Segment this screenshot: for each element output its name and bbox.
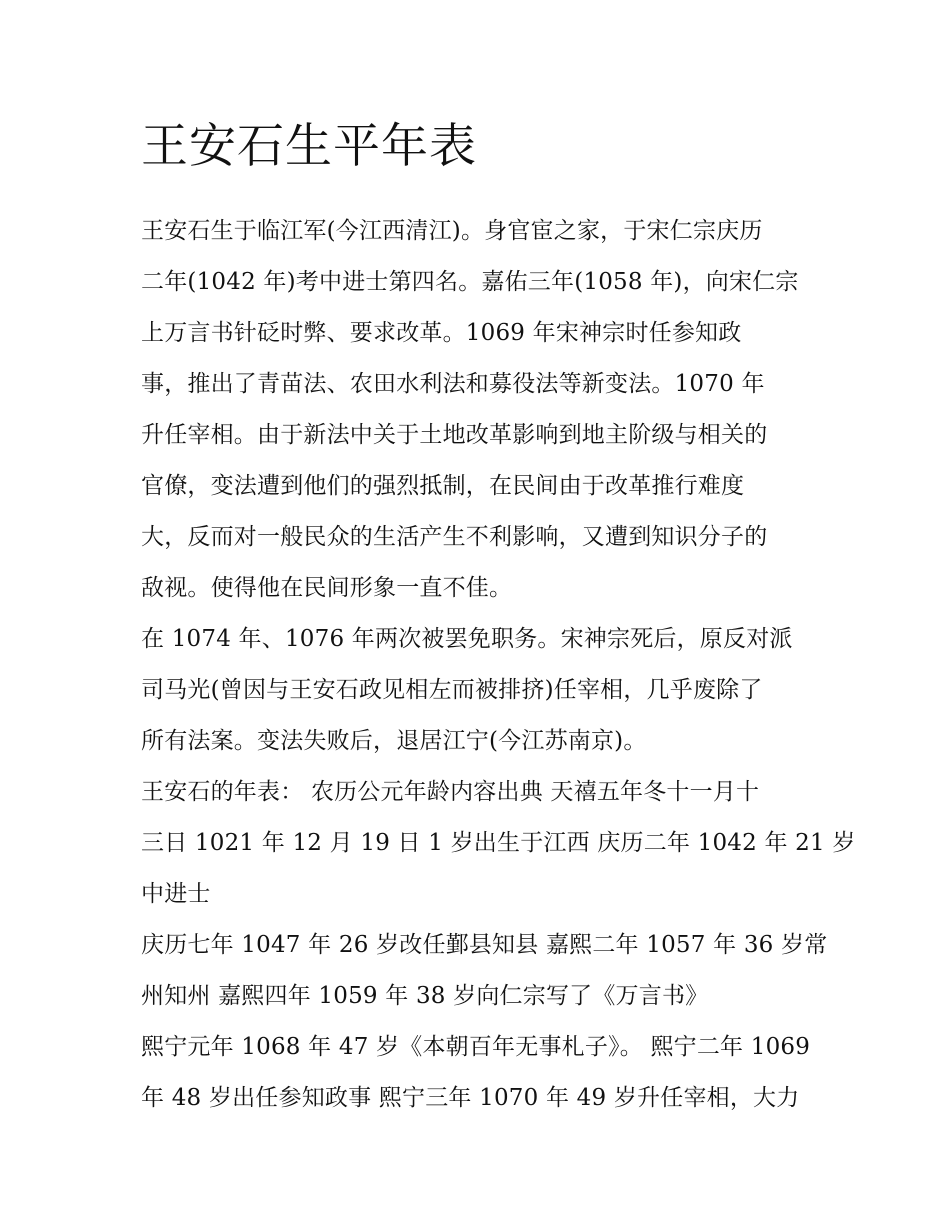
text-line: 王安石生于临江军(今江西清江)。身官宦之家，于宋仁宗庆历: [141, 218, 763, 244]
text-line: 熙宁元年 1068 年 47 岁《本朝百年无事札子》。 熙宁二年 1069: [141, 1034, 811, 1060]
text-line: 司马光(曾因与王安石政见相左而被排挤)任宰相，几乎废除了: [141, 677, 763, 703]
text-line: 中进士: [141, 881, 211, 907]
document-body: [141, 206, 856, 1124]
text-line: 升任宰相。由于新法中关于土地改革影响到地主阶级与相关的: [141, 422, 768, 448]
text-line: 官僚，变法遭到他们的强烈抵制，在民间由于改革推行难度: [141, 473, 745, 499]
text-line: 在 1074 年、1076 年两次被罢免职务。宋神宗死后，原反对派: [141, 626, 793, 652]
document-page: [141, 118, 856, 1124]
text-line: 州知州 嘉熙四年 1059 年 38 岁向仁宗写了《万言书》: [141, 983, 709, 1009]
text-line: 上万言书针砭时弊、要求改革。1069 年宋神宗时任参知政: [141, 320, 742, 346]
text-line: 二年(1042 年)考中进士第四名。嘉佑三年(1058 年)，向宋仁宗: [141, 269, 799, 295]
text-line: 所有法案。变法失败后，退居江宁(今江苏南京)。: [141, 728, 647, 754]
text-line: 王安石的年表： 农历公元年龄内容出典 天禧五年冬十一月十: [141, 779, 760, 805]
text-line: 事，推出了青苗法、农田水利法和募役法等新变法。1070 年: [141, 371, 765, 397]
text-line: 年 48 岁出任参知政事 熙宁三年 1070 年 49 岁升任宰相，大力: [141, 1085, 800, 1111]
text-line: 三日 1021 年 12 月 19 日 1 岁出生于江西 庆历二年 1042 年 21 岁: [141, 830, 856, 856]
text-line: 庆历七年 1047 年 26 岁改任鄞县知县 嘉熙二年 1057 年 36 岁常: [141, 932, 828, 958]
text-line: 敌视。使得他在民间形象一直不佳。: [141, 575, 513, 601]
document-title: 王安石生平年表: [141, 119, 477, 174]
text-line: 大，反而对一般民众的生活产生不利影响，又遭到知识分子的: [141, 524, 768, 550]
